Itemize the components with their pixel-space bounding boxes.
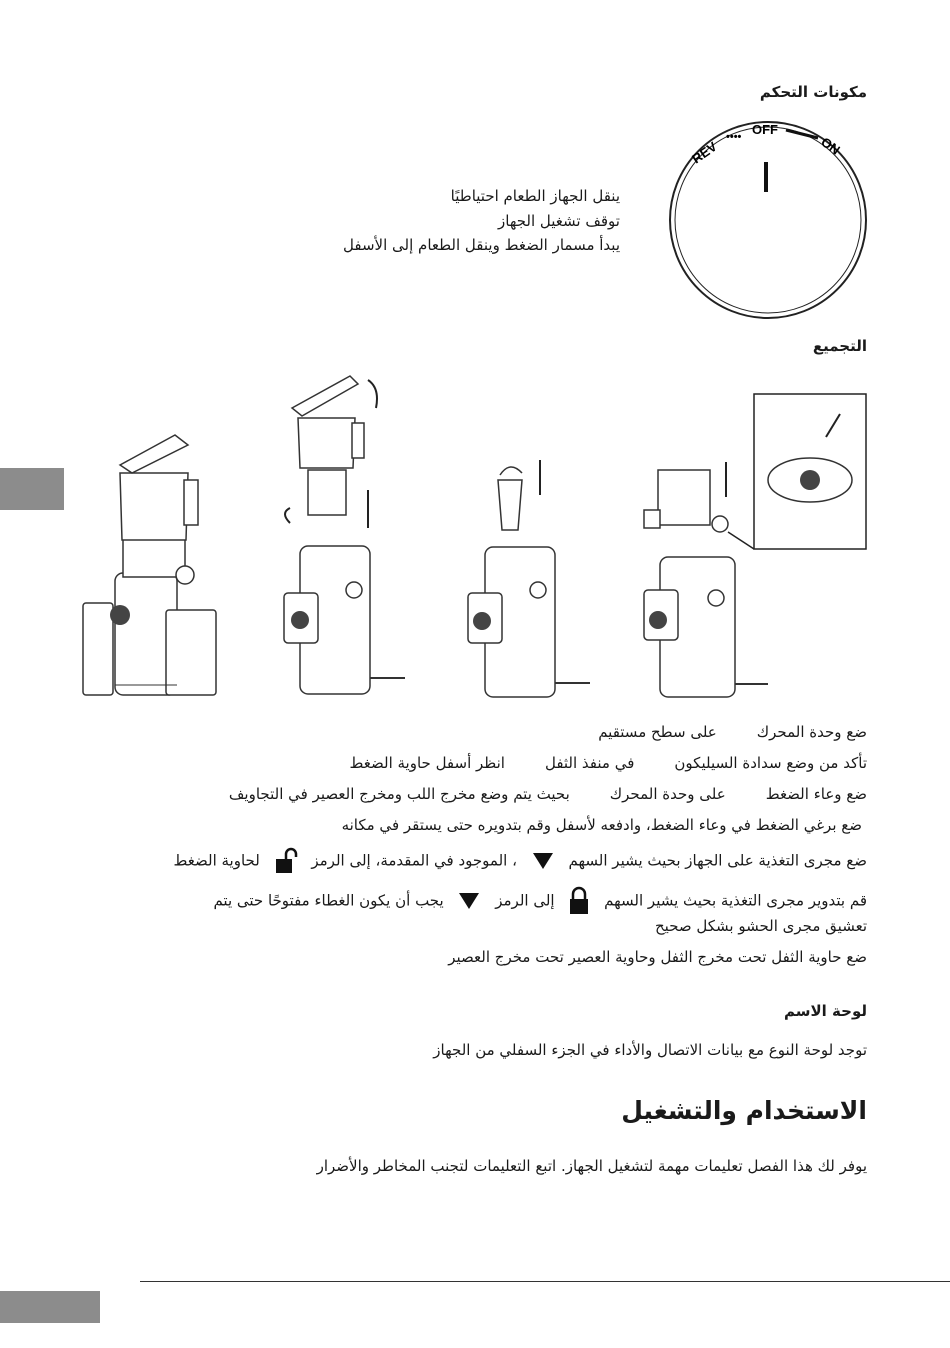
usage-text: يوفر لك هذا الفصل تعليمات مهمة لتشغيل الجهاز. اتبع التعليمات لتجنب المخاطر والأضرار (316, 1157, 867, 1175)
arrow-down-triangle-icon (458, 892, 480, 910)
knob-on-label: ON (818, 134, 843, 158)
step-2-part-b: في منفذ الثفل (544, 754, 635, 772)
place-bowl-illustration (640, 392, 870, 700)
knob-dots: •••• (726, 131, 742, 143)
assembly-step-7: ضع حاوية الثفل تحت مخرج الثفل وحاوية العصير تحت مخرج العصير (448, 948, 867, 966)
assembly-step-3 (229, 784, 867, 804)
section-tab (0, 468, 64, 510)
assembled-juicer-illustration (80, 425, 230, 700)
knob-off-label: OFF (752, 122, 778, 137)
step-2-part-c: انظر أسفل حاوية الضغط (349, 754, 505, 772)
assembly-step-1 (598, 722, 867, 742)
step-5-part-a: ضع مجرى التغذية على الجهاز بحيث يشير السهم (568, 851, 867, 870)
arrow-down-triangle-icon (532, 852, 554, 870)
insert-screw-illustration (460, 455, 605, 700)
unlocked-padlock-icon (275, 848, 297, 874)
step-1-part-a: ضع وحدة المحرك (756, 723, 867, 741)
step-6-part-a: قم بتدوير مجرى التغذية بحيث يشير السهم (604, 891, 867, 910)
control-line-off: توقف تشغيل الجهاز (498, 212, 620, 230)
step-2-part-a: تأكد من وضع سدادة السيليكون (674, 754, 867, 772)
control-knob-diagram (668, 120, 868, 320)
control-heading: مكونات التحكم (759, 83, 867, 101)
step-1-part-b: على سطح مستقيم (598, 723, 717, 741)
step-3-part-a: ضع وعاء الضغط (765, 785, 867, 803)
nameplate-heading: لوحة الاسم (784, 1002, 867, 1020)
assembly-heading: التجميع (812, 337, 867, 355)
usage-heading: الاستخدام والتشغيل (621, 1096, 867, 1125)
step-5-part-c: لحاوية الضغط (173, 851, 260, 870)
footer-rule (140, 1281, 950, 1282)
assembly-step-6 (213, 887, 867, 915)
step-6-part-b: إلى الرمز (495, 891, 555, 910)
step-6-part-c: يجب أن يكون الغطاء مفتوحًا حتى يتم (213, 891, 444, 910)
nameplate-text: توجد لوحة النوع مع بيانات الاتصال والأداء في الجزء السفلي من الجهاز (433, 1041, 867, 1059)
step-3-part-c: بحيث يتم وضع مخرج اللب ومخرج العصير في التجاويف (228, 785, 570, 803)
assembly-step-5 (174, 848, 867, 874)
assembly-step-6-continuation: تعشيق مجرى الحشو بشكل صحيح (654, 917, 867, 935)
assembly-step-4: ضع برغي الضغط في وعاء الضغط، وادفعه لأسفل وقم بتدويره حتى يستقر في مكانه (341, 816, 862, 834)
attach-feed-chute-illustration (280, 368, 420, 698)
assembly-step-2 (350, 753, 867, 773)
step-3-part-b: على وحدة المحرك (609, 785, 726, 803)
knob-rev-label: REV (689, 138, 720, 167)
step-5-part-b: ، الموجود في المقدمة، إلى الرمز (311, 851, 517, 870)
control-line-rev: ينقل الجهاز الطعام احتياطيًا (450, 187, 620, 205)
control-line-on: يبدأ مسمار الضغط وينقل الطعام إلى الأسفل (343, 236, 620, 254)
locked-padlock-icon (569, 887, 589, 915)
page-number-tab (0, 1291, 100, 1323)
